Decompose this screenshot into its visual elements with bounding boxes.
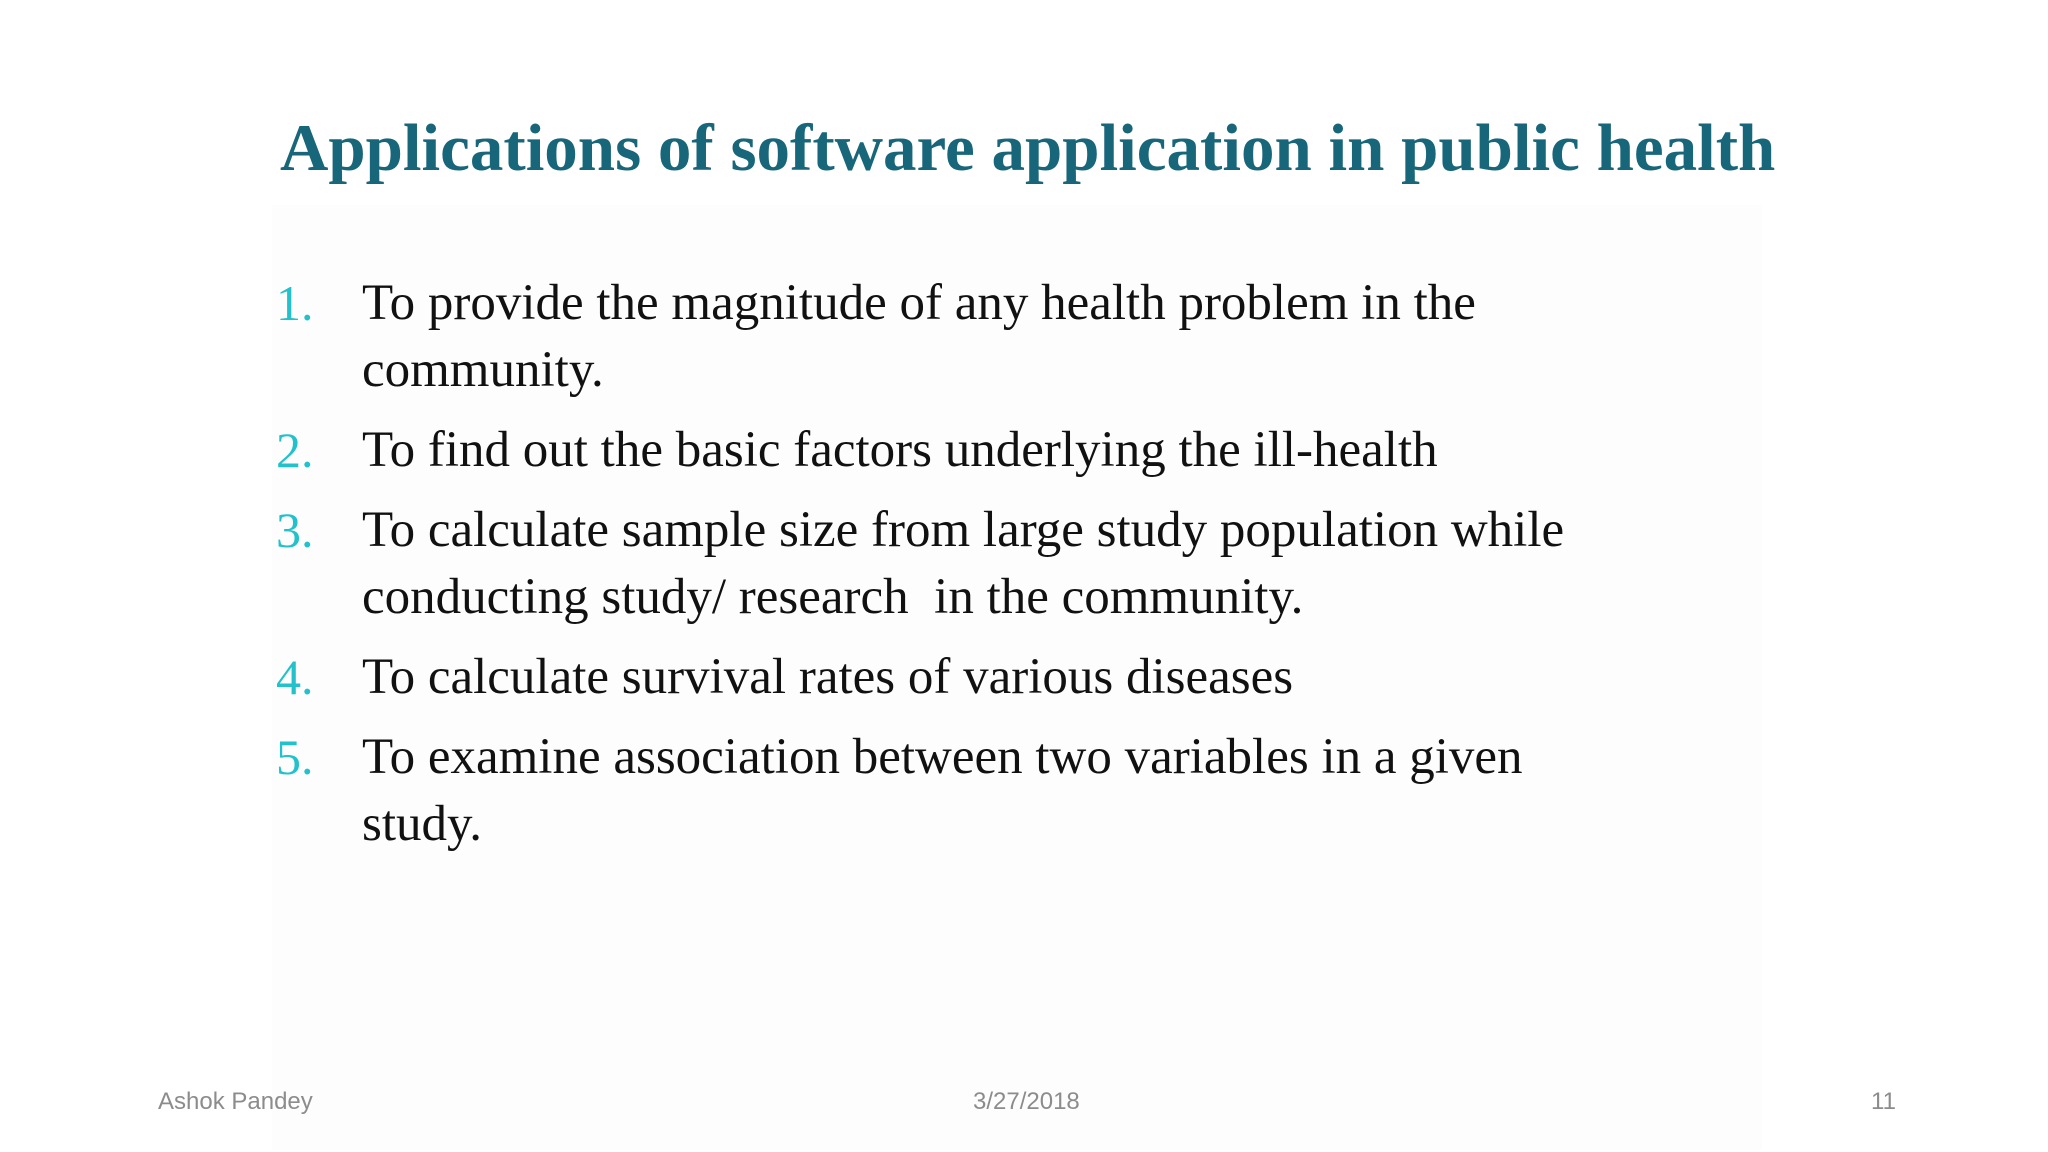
list-item-number: 3.	[276, 502, 314, 558]
list-item-line: conducting study/ research in the community.	[362, 569, 1304, 625]
list-item-line: study.	[362, 796, 482, 852]
list-item-line: To find out the basic factors underlying the ill-health	[362, 422, 1438, 478]
footer-author: Ashok Pandey	[158, 1088, 313, 1115]
list-item-text	[362, 270, 1722, 404]
list-item-number: 2.	[276, 422, 314, 478]
list-item-text	[362, 644, 1722, 711]
list-item-number: 1.	[276, 275, 314, 331]
slide-title: Applications of software application in public health	[280, 111, 1776, 185]
footer-page-number: 11	[1871, 1088, 1896, 1115]
list-item-line: To examine association between two variables in a given	[362, 729, 1523, 785]
list-item-text	[362, 497, 1722, 631]
list-item-text	[362, 417, 1722, 484]
list-item-line: To provide the magnitude of any health problem in the	[362, 275, 1476, 331]
list-item-text	[362, 724, 1722, 858]
footer-date: 3/27/2018	[973, 1088, 1080, 1115]
list-item-line: To calculate survival rates of various diseases	[362, 649, 1294, 705]
list-item-line: community.	[362, 342, 604, 398]
list-item-number: 5.	[276, 729, 314, 785]
list-item-line: To calculate sample size from large study population while	[362, 502, 1565, 558]
list-item-number: 4.	[276, 649, 314, 705]
